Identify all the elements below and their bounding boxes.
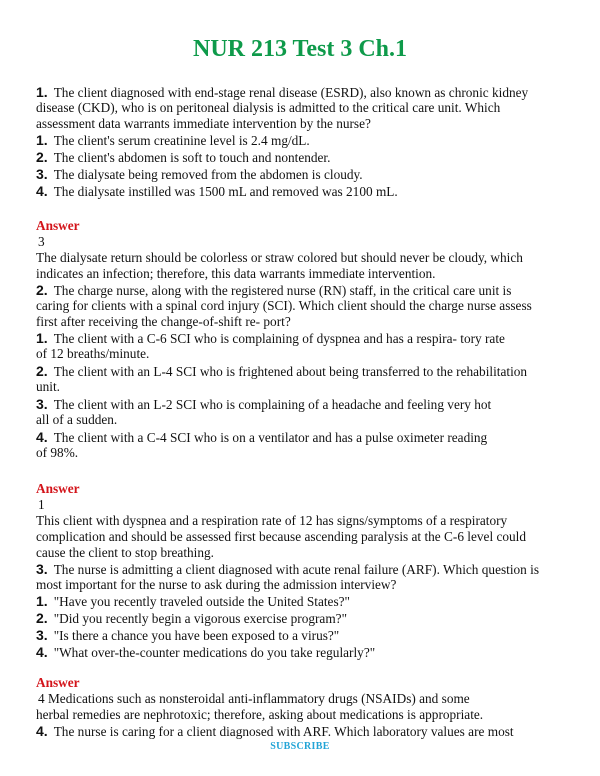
- question-2-rationale: cause the client to stop breathing.: [36, 545, 214, 560]
- question-1-option-4: 4. The dialysate instilled was 1500 mL and removed was 2100 mL.: [36, 183, 398, 199]
- document-title: NUR 213 Test 3 Ch.1: [192, 36, 408, 62]
- question-2-rationale: This client with dyspnea and a respiration rate of 12 has signs/symptoms of a respiratory: [36, 513, 508, 528]
- question-2-answer: 1: [38, 497, 45, 512]
- question-4-stem-line: 4. The nurse is caring for a client diagnosed with ARF. Which laboratory values are most: [36, 723, 514, 739]
- question-1-number: 1.: [36, 84, 48, 100]
- question-2-option-2-cont: unit.: [36, 379, 61, 394]
- question-1-answer: 3: [38, 234, 45, 249]
- question-3-option-1: 1. "Have you recently traveled outside the United States?": [36, 593, 350, 609]
- question-2-option-2: 2. The client with an L-4 SCI who is frightened about being transferred to the rehabilitation: [36, 363, 528, 379]
- question-1-option-2: 2. The client's abdomen is soft to touch and nontender.: [36, 149, 331, 165]
- answer-heading: Answer: [36, 675, 80, 690]
- question-3-stem-line: most important for the nurse to ask during the admission interview?: [36, 577, 397, 592]
- question-3-answer-line: 4 Medications such as nonsteroidal anti-inflammatory drugs (NSAIDs) and some: [38, 691, 470, 706]
- question-4-number: 4.: [36, 723, 48, 739]
- question-3-option-3: 3. "Is there a chance you have been exposed to a virus?": [36, 627, 340, 643]
- question-2-option-4: 4. The client with a C-4 SCI who is on a ventilator and has a pulse oximeter reading: [36, 429, 488, 445]
- question-2-option-1-cont: of 12 breaths/minute.: [36, 346, 150, 361]
- question-3-number: 3.: [36, 561, 48, 577]
- question-3-answer: 4: [38, 691, 45, 706]
- question-1-rationale: indicates an infection; therefore, this data warrants immediate intervention.: [36, 266, 436, 281]
- answer-heading: Answer: [36, 218, 80, 233]
- question-1-option-3: 3. The dialysate being removed from the abdomen is cloudy.: [36, 166, 363, 182]
- question-3-stem-line: 3. The nurse is admitting a client diagnosed with acute renal failure (ARF). Which question is: [36, 561, 540, 577]
- question-1-stem-line: disease (CKD), who is on peritoneal dialysis is admitted to the critical care unit. Which: [36, 100, 501, 115]
- question-2-stem-line: first after receiving the change-of-shift re- port?: [36, 314, 291, 329]
- question-3-option-2: 2. "Did you recently begin a vigorous exercise program?": [36, 610, 348, 626]
- answer-heading: Answer: [36, 481, 80, 496]
- question-2-option-4-cont: of 98%.: [36, 445, 79, 460]
- question-2-stem-line: caring for clients with a spinal cord injury (SCI). Which client should the charge nurse assess: [36, 298, 532, 313]
- question-2-option-1: 1. The client with a C-6 SCI who is complaining of dyspnea and has a respira- tory rate: [36, 330, 505, 346]
- question-3-option-4: 4. "What over-the-counter medications do you take regularly?": [36, 644, 376, 660]
- subscribe-footer: SUBSCRIBE: [270, 741, 330, 752]
- question-2-number: 2.: [36, 282, 48, 298]
- question-2-rationale: complication and should be assessed first because ascending paralysis at the C-6 level could: [36, 529, 526, 544]
- question-1-stem-line: assessment data warrants immediate intervention by the nurse?: [36, 116, 371, 131]
- question-2-option-3: 3. The client with an L-2 SCI who is complaining of a headache and feeling very hot: [36, 396, 492, 412]
- question-1-option-1: 1. The client's serum creatinine level is 2.4 mg/dL.: [36, 132, 310, 148]
- question-2-option-3-cont: all of a sudden.: [36, 412, 118, 427]
- question-1-rationale: The dialysate return should be colorless or straw colored but should never be cloudy, which: [36, 250, 523, 265]
- question-1-stem-line: 1. The client diagnosed with end-stage renal disease (ESRD), also known as chronic kidney: [36, 84, 529, 100]
- question-2-stem-line: 2. The charge nurse, along with the registered nurse (RN) staff, in the critical care unit is: [36, 282, 512, 298]
- question-3-rationale: herbal remedies are nephrotoxic; therefore, asking about medications is appropriate.: [36, 707, 484, 722]
